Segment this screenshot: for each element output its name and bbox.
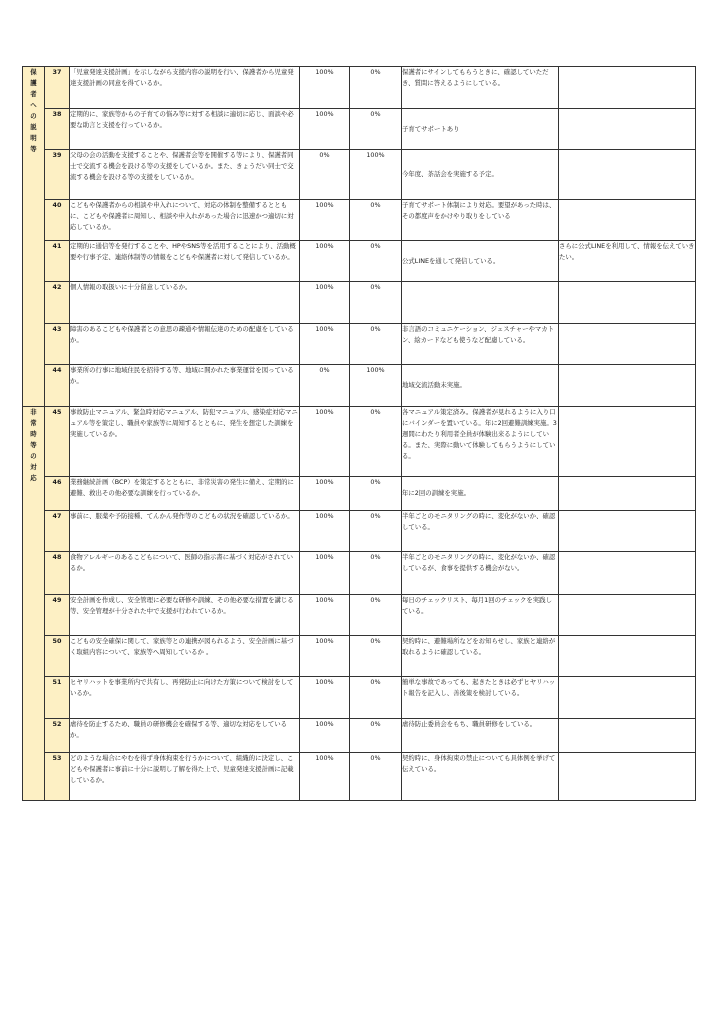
no-percent: 0% <box>350 282 402 324</box>
item-number: 50 <box>45 636 70 677</box>
improvement-note <box>559 407 696 477</box>
provider-comment: 半年ごとのモニタリングの時に、変化がないか、確認している。 <box>402 511 559 552</box>
no-percent: 100% <box>350 150 402 200</box>
provider-comment: 公式LINEを通して発信している。 <box>402 241 559 282</box>
yes-percent: 100% <box>300 324 350 365</box>
yes-percent: 100% <box>300 753 350 801</box>
table-row <box>23 324 696 365</box>
table-row <box>23 109 696 150</box>
question-text: 虐待を防止するため、職員の研修機会を確保する等、適切な対応をしているか。 <box>70 719 300 753</box>
improvement-note <box>559 477 696 511</box>
improvement-note <box>559 324 696 365</box>
yes-percent: 100% <box>300 200 350 241</box>
improvement-note <box>559 552 696 595</box>
yes-percent: 100% <box>300 677 350 719</box>
provider-comment: 契約時に、身体拘束の禁止についても具体例を挙げて伝えている。 <box>402 753 559 801</box>
question-text: こどもの安全確保に関して、家族等との連携が図られるよう、安全計画に基づく取組内容について、家族等へ周知しているか 。 <box>70 636 300 677</box>
provider-comment <box>402 282 559 324</box>
improvement-note <box>559 365 696 407</box>
improvement-note <box>559 109 696 150</box>
item-number: 52 <box>45 719 70 753</box>
table-row <box>23 719 696 753</box>
question-text: 事業所の行事に地域住民を招待する等、地域に開かれた事業運営を図っているか。 <box>70 365 300 407</box>
provider-comment: 子育てサポート体制により対応。要望があった時は、その都度声をかけやり取りをしている <box>402 200 559 241</box>
yes-percent: 100% <box>300 477 350 511</box>
category-text: 保護者への説明等 <box>30 68 37 153</box>
category-label <box>23 67 45 407</box>
improvement-note <box>559 67 696 109</box>
improvement-note <box>559 282 696 324</box>
question-text: 事前に、服薬や予防接種、てんかん発作等のこどもの状況を確認しているか。 <box>70 511 300 552</box>
provider-comment: 各マニュアル策定済み。保護者が見れるように入り口にバインダーを置いている。年に2回避難訓練実施。3週間にわたり利用者全員が体験出来るようにしている。また、実際に動いて体験してもらうようにしている。 <box>402 407 559 477</box>
improvement-note <box>559 636 696 677</box>
item-number: 48 <box>45 552 70 595</box>
table-row <box>23 200 696 241</box>
yes-percent: 100% <box>300 636 350 677</box>
no-percent: 0% <box>350 511 402 552</box>
table-row <box>23 407 696 477</box>
question-text: 業務継続計画（BCP）を策定するとともに、非常災害の発生に備え、定期的に避難、救出その他必要な訓練を行っているか。 <box>70 477 300 511</box>
yes-percent: 100% <box>300 109 350 150</box>
item-number: 40 <box>45 200 70 241</box>
no-percent: 0% <box>350 677 402 719</box>
question-text: 「児童発達支援計画」を示しながら支援内容の説明を行い、保護者から児童発達支援計画の同意を得ているか。 <box>70 67 300 109</box>
item-number: 41 <box>45 241 70 282</box>
improvement-note <box>559 200 696 241</box>
item-number: 44 <box>45 365 70 407</box>
category-label <box>23 407 45 801</box>
item-number: 45 <box>45 407 70 477</box>
yes-percent: 100% <box>300 67 350 109</box>
yes-percent: 100% <box>300 511 350 552</box>
table-row <box>23 552 696 595</box>
no-percent: 0% <box>350 595 402 636</box>
question-text: どのような場合にやむを得ず身体拘束を行うかについて、組織的に決定し、こどもや保護者に事前に十分に説明し了解を得た上で、児童発達支援計画に記載しているか。 <box>70 753 300 801</box>
table-row <box>23 282 696 324</box>
improvement-note: さらに公式LINEを利用して、情報を伝えていきたい。 <box>559 241 696 282</box>
question-text: 定期的に、家族等からの子育ての悩み等に対する相談に適切に応じ、面談や必要な助言と支援を行っているか。 <box>70 109 300 150</box>
item-number: 39 <box>45 150 70 200</box>
question-text: 父母の会の活動を支援することや、保護者会等を開催する等により、保護者同士で交流する機会を設ける等の支援をしているか。また、きょうだい同士で交流する機会を設ける等の支援をしているか。 <box>70 150 300 200</box>
provider-comment: 半年ごとのモニタリングの時に、変化がないか、確認しているが、食事を提供する機会がない。 <box>402 552 559 595</box>
category-text: 非常時等の対応 <box>30 408 37 482</box>
no-percent: 0% <box>350 753 402 801</box>
improvement-note <box>559 719 696 753</box>
yes-percent: 100% <box>300 552 350 595</box>
table-row <box>23 477 696 511</box>
provider-comment: 保護者にサインしてもらうときに、確認していただき、質問に答えるようにしている。 <box>402 67 559 109</box>
yes-percent: 100% <box>300 241 350 282</box>
yes-percent: 100% <box>300 282 350 324</box>
table-row <box>23 636 696 677</box>
yes-percent: 100% <box>300 407 350 477</box>
item-number: 43 <box>45 324 70 365</box>
no-percent: 100% <box>350 365 402 407</box>
table-row <box>23 241 696 282</box>
provider-comment: 非言語のコミュニケーション、ジェスチャーやマカトン、絵カードなども使うなど配慮している。 <box>402 324 559 365</box>
no-percent: 0% <box>350 636 402 677</box>
no-percent: 0% <box>350 552 402 595</box>
improvement-note <box>559 753 696 801</box>
item-number: 51 <box>45 677 70 719</box>
yes-percent: 100% <box>300 595 350 636</box>
improvement-note <box>559 595 696 636</box>
provider-comment: 虐待防止委員会をもち、職員研修をしている。 <box>402 719 559 753</box>
improvement-note <box>559 677 696 719</box>
no-percent: 0% <box>350 109 402 150</box>
improvement-note <box>559 150 696 200</box>
provider-comment: 毎日のチェックリスト、毎月1回のチェックを実践している。 <box>402 595 559 636</box>
no-percent: 0% <box>350 719 402 753</box>
table-row <box>23 511 696 552</box>
item-number: 47 <box>45 511 70 552</box>
provider-comment: 簡単な事故であっても、起きたときは必ずヒヤリハット報告を記入し、善後策を検討している。 <box>402 677 559 719</box>
evaluation-table <box>22 66 696 801</box>
item-number: 37 <box>45 67 70 109</box>
item-number: 53 <box>45 753 70 801</box>
item-number: 49 <box>45 595 70 636</box>
question-text: 障害のあるこどもや保護者との意思の疎通や情報伝達のための配慮をしているか。 <box>70 324 300 365</box>
question-text: 安全計画を作成し、安全管理に必要な研修や訓練、その他必要な措置を講じる等、安全管理が十分された中で支援が行われているか。 <box>70 595 300 636</box>
no-percent: 0% <box>350 67 402 109</box>
yes-percent: 100% <box>300 719 350 753</box>
table-row <box>23 677 696 719</box>
table-row <box>23 365 696 407</box>
yes-percent: 0% <box>300 365 350 407</box>
provider-comment: 地域交流活動未実施。 <box>402 365 559 407</box>
yes-percent: 0% <box>300 150 350 200</box>
no-percent: 0% <box>350 200 402 241</box>
item-number: 46 <box>45 477 70 511</box>
improvement-note <box>559 511 696 552</box>
table-row <box>23 595 696 636</box>
provider-comment: 今年度、茶話会を実施する予定。 <box>402 150 559 200</box>
item-number: 42 <box>45 282 70 324</box>
provider-comment: 年に2回の訓練を実施。 <box>402 477 559 511</box>
table-row <box>23 150 696 200</box>
no-percent: 0% <box>350 241 402 282</box>
no-percent: 0% <box>350 324 402 365</box>
question-text: ヒヤリハットを事業所内で共有し、再発防止に向けた方策について検討をしているか。 <box>70 677 300 719</box>
table-row <box>23 753 696 801</box>
question-text: 定期的に通信等を発行することや、HPやSNS等を活用することにより、活動概要や行事予定、連絡体制等の情報をこどもや保護者に対して発信しているか。 <box>70 241 300 282</box>
no-percent: 0% <box>350 477 402 511</box>
table-row <box>23 67 696 109</box>
provider-comment: 子育てサポートあり <box>402 109 559 150</box>
item-number: 38 <box>45 109 70 150</box>
question-text: 事故防止マニュアル、緊急時対応マニュアル、防犯マニュアル、感染症対応マニュアル等を策定し、職員や家族等に周知するとともに、発生を想定した訓練を実施しているか。 <box>70 407 300 477</box>
question-text: 食物アレルギーのあるこどもについて、医師の指示書に基づく対応がされているか。 <box>70 552 300 595</box>
question-text: 個人情報の取扱いに十分留意しているか。 <box>70 282 300 324</box>
no-percent: 0% <box>350 407 402 477</box>
question-text: こどもや保護者からの相談や申入れについて、対応の体制を整備するとともに、こどもや保護者に周知し、相談や申入れがあった場合に迅速かつ適切に対応しているか。 <box>70 200 300 241</box>
provider-comment: 契約時に、避難場所などをお知らせし、家族と連絡が取れるように確認している。 <box>402 636 559 677</box>
